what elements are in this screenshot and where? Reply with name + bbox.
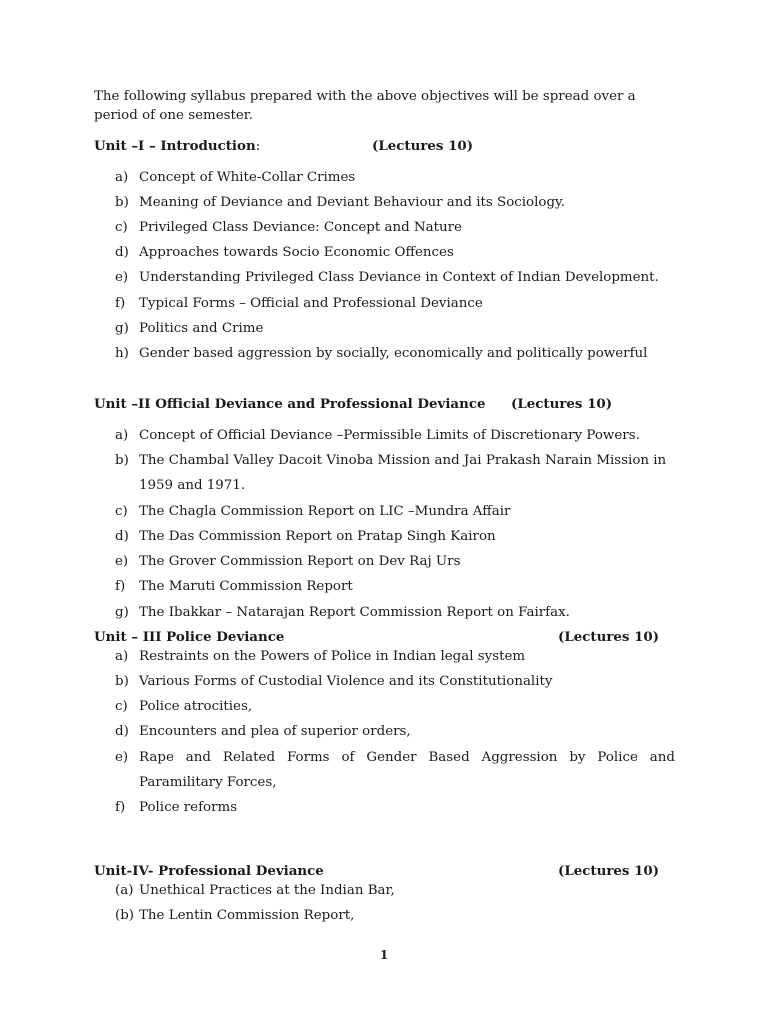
unit-3-heading: Unit – III Police Deviance	[94, 629, 285, 645]
list-item	[115, 524, 675, 549]
item-marker: d)	[115, 529, 129, 544]
item-text: Understanding Privileged Class Deviance in Context of Indian Development.	[139, 270, 659, 285]
item-marker: c)	[115, 504, 128, 519]
list-item	[115, 878, 675, 903]
list-item	[115, 574, 675, 599]
list-item	[115, 745, 675, 795]
item-text: Approaches towards Socio Economic Offences	[139, 245, 454, 260]
item-text: The Grover Commission Report on Dev Raj Urs	[139, 554, 461, 569]
list-item	[115, 600, 675, 625]
list-item	[115, 795, 675, 820]
page-number: 1	[379, 948, 389, 962]
list-item	[115, 644, 675, 669]
item-text: Rape and Related Forms of Gender Based Aggression by Police and Paramilitary Forces,	[139, 750, 675, 790]
list-item	[115, 215, 675, 240]
item-marker: h)	[115, 346, 129, 361]
unit-1-title: Unit –I – Introduction	[94, 138, 256, 154]
unit-1-lectures: (Lectures 10)	[372, 138, 474, 154]
item-text: The Ibakkar – Natarajan Report Commission Report on Fairfax.	[139, 605, 570, 620]
list-item	[115, 316, 675, 341]
unit-2-heading: Unit –II Official Deviance and Professional Deviance	[94, 396, 486, 412]
item-marker: b)	[115, 195, 129, 210]
unit-1-title-colon: :	[255, 139, 261, 154]
item-text: Police reforms	[139, 800, 238, 815]
item-text: Various Forms of Custodial Violence and its Constitutionality	[139, 674, 553, 689]
item-text: The Das Commission Report on Pratap Singh Kairon	[139, 529, 496, 544]
item-text: The Maruti Commission Report	[139, 579, 353, 594]
item-marker: g)	[115, 605, 129, 620]
item-marker: f)	[115, 296, 126, 311]
list-item	[115, 719, 675, 744]
item-marker: e)	[115, 750, 129, 765]
item-text: Meaning of Deviance and Deviant Behaviour and its Sociology.	[139, 195, 566, 210]
item-marker: f)	[115, 800, 126, 815]
item-marker: (a)	[115, 883, 134, 898]
item-text: The Lentin Commission Report,	[139, 908, 355, 923]
intro-paragraph: The following syllabus prepared with the above objectives will be spread over a period of one semester.	[94, 89, 636, 123]
list-item	[115, 448, 675, 498]
item-marker: a)	[115, 428, 129, 443]
unit-2-lectures: (Lectures 10)	[511, 396, 613, 412]
list-item	[115, 549, 675, 574]
list-item	[115, 190, 675, 215]
item-marker: e)	[115, 270, 129, 285]
item-marker: f)	[115, 579, 126, 594]
item-marker: a)	[115, 170, 129, 185]
item-marker: b)	[115, 453, 129, 468]
list-item	[115, 240, 675, 265]
unit-4-lectures: (Lectures 10)	[558, 863, 660, 879]
item-marker: g)	[115, 321, 129, 336]
item-text: Concept of White-Collar Crimes	[139, 170, 356, 185]
item-text: The Chagla Commission Report on LIC –Mundra Affair	[139, 504, 511, 519]
item-text: Politics and Crime	[139, 321, 264, 336]
item-marker: d)	[115, 245, 129, 260]
item-marker: a)	[115, 649, 129, 664]
list-item	[115, 499, 675, 524]
list-item	[115, 423, 675, 448]
item-text: Typical Forms – Official and Professional Deviance	[139, 296, 483, 311]
item-marker: b)	[115, 674, 129, 689]
item-text: Unethical Practices at the Indian Bar,	[139, 883, 395, 898]
item-marker: (b)	[115, 908, 135, 923]
item-marker: c)	[115, 699, 128, 714]
item-text: Privileged Class Deviance: Concept and Nature	[139, 220, 462, 235]
list-item	[115, 165, 675, 190]
item-text: Restraints on the Powers of Police in Indian legal system	[139, 649, 526, 664]
item-text: The Chambal Valley Dacoit Vinoba Mission and Jai Prakash Narain Mission in 1959 and 1971.	[139, 453, 667, 493]
list-item	[115, 265, 675, 290]
item-text: Gender based aggression by socially, economically and politically powerful	[139, 346, 648, 361]
unit-4-heading: Unit-IV- Professional Deviance	[94, 863, 324, 879]
list-item	[115, 291, 675, 316]
item-marker: c)	[115, 220, 128, 235]
item-marker: d)	[115, 724, 129, 739]
unit-1-heading	[94, 138, 260, 154]
item-text: Encounters and plea of superior orders,	[139, 724, 411, 739]
item-text: Concept of Official Deviance –Permissible Limits of Discretionary Powers.	[139, 428, 640, 443]
list-item	[115, 341, 675, 366]
item-marker: e)	[115, 554, 129, 569]
unit-3-lectures: (Lectures 10)	[558, 629, 660, 645]
list-item	[115, 694, 675, 719]
list-item	[115, 669, 675, 694]
item-text: Police atrocities,	[139, 699, 253, 714]
list-item	[115, 903, 675, 928]
